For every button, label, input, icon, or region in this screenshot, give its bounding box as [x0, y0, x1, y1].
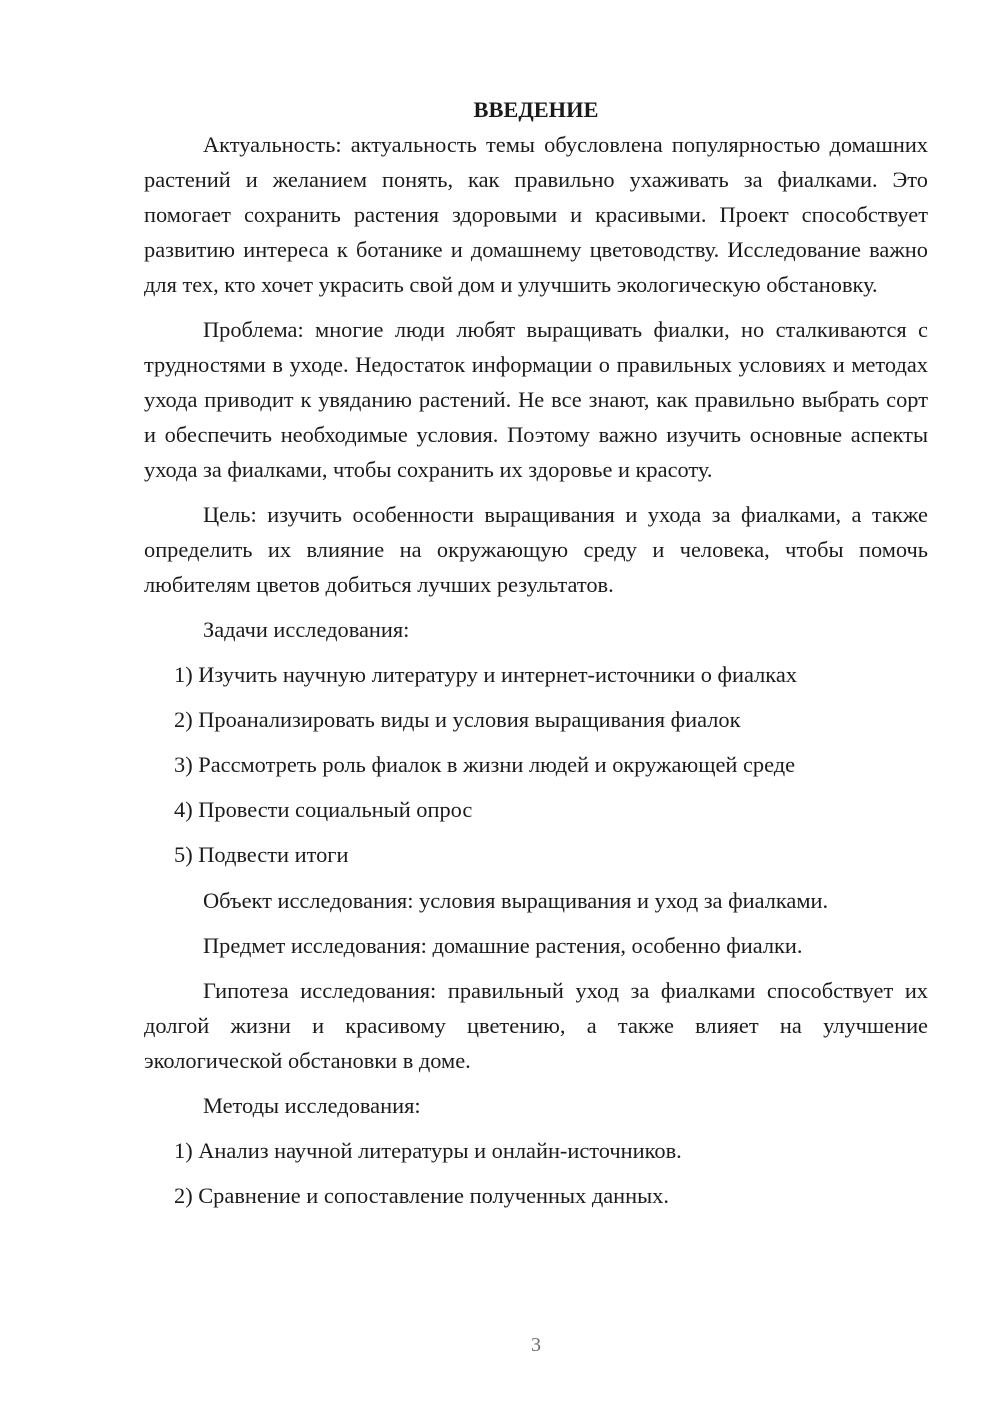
method-item: 2) Сравнение и сопоставление полученных данных.: [174, 1183, 669, 1208]
method-item: 1) Анализ научной литературы и онлайн-источников.: [174, 1138, 682, 1163]
problem-paragraph: Проблема: многие люди любят выращивать фиалки, но сталкиваются с трудностями в уходе. Недостаток информации о правильных условиях и методах ухода приводит к увяданию растений. Не все знают, как правильно выбрать сорт и обеспечить необходимые условия. Поэтому важно изучить основные аспекты ухода за фиалками, чтобы сохранить их здоровье и красоту.: [144, 317, 928, 482]
page-title: ВВЕДЕНИЕ: [473, 97, 599, 122]
object-paragraph: Объект исследования: условия выращивания и уход за фиалками.: [203, 888, 829, 913]
task-item: 5) Подвести итоги: [174, 842, 349, 867]
relevance-paragraph: Актуальность: актуальность темы обусловлена популярностью домашних растений и желанием понять, как правильно ухаживать за фиалками. Это помогает сохранить растения здоровыми и красивыми. Проект способствует развитию интереса к ботанике и домашнему цветоводству. Исследование важно для тех, кто хочет украсить свой дом и улучшить экологическую обстановку.: [144, 132, 928, 297]
methods-title: Методы исследования:: [203, 1093, 421, 1118]
hypothesis-paragraph: Гипотеза исследования: правильный уход за фиалками способствует их долгой жизни и красивому цветению, а также влияет на улучшение экологической обстановки в доме.: [144, 978, 928, 1073]
goal-paragraph: Цель: изучить особенности выращивания и ухода за фиалками, а также определить их влияние на окружающую среду и человека, чтобы помочь любителям цветов добиться лучших результатов.: [144, 502, 928, 597]
tasks-title: Задачи исследования:: [203, 617, 410, 642]
task-item: 2) Проанализировать виды и условия выращивания фиалок: [174, 707, 741, 732]
task-item: 3) Рассмотреть роль фиалок в жизни людей и окружающей среде: [174, 752, 796, 777]
task-item: 1) Изучить научную литературу и интернет-источники о фиалках: [174, 662, 797, 687]
page-number: 3: [531, 1334, 541, 1356]
subject-paragraph: Предмет исследования: домашние растения, особенно фиалки.: [203, 933, 803, 958]
task-item: 4) Провести социальный опрос: [174, 797, 473, 822]
document-body: [144, 92, 928, 1213]
